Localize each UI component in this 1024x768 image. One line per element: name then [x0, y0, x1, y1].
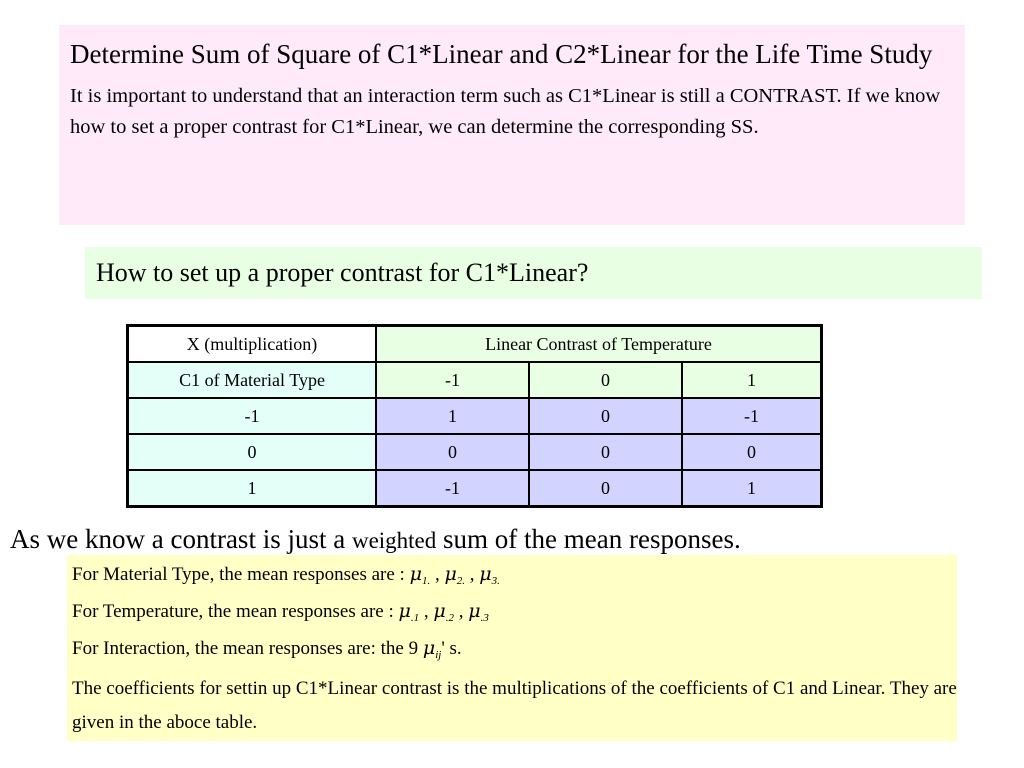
- temperature-coefficient: 1: [682, 362, 822, 398]
- product-cell: 0: [529, 434, 682, 470]
- slide-title: Determine Sum of Square of C1*Linear and C2*Linear for the Life Time Study: [70, 39, 933, 69]
- c1-coefficient: 1: [128, 470, 377, 507]
- contrast-statement: [10, 522, 741, 558]
- table-row: [128, 398, 822, 434]
- mu-symbol: μ: [433, 600, 446, 622]
- interaction-means-line: [72, 633, 957, 670]
- mean-responses-panel: [67, 555, 957, 741]
- coefficients-explanation: The coefficients for settin up C1*Linear contrast is the multiplications of the coefficients of C1 and Linear. They are given in the aboce table.: [72, 678, 957, 733]
- intro-panel: [59, 25, 965, 225]
- column-group-label: Linear Contrast of Temperature: [376, 326, 822, 363]
- mu-symbol: μ: [398, 600, 411, 622]
- product-cell: 0: [376, 434, 529, 470]
- subscript: ij: [435, 649, 442, 661]
- separator: ,: [465, 564, 480, 585]
- statement-start: As we know a contrast is just a: [10, 524, 352, 554]
- product-cell: 1: [682, 470, 822, 507]
- temperature-coefficient: -1: [376, 362, 529, 398]
- intro-paragraph: It is important to understand that an interaction term such as C1*Linear is still a CONTRAST. If we know how to set a proper contrast for C1*Linear, we can determine the corresponding SS.: [70, 85, 941, 138]
- mu-symbol: μ: [422, 637, 436, 659]
- subscript: 1.: [421, 575, 431, 587]
- question-text: How to set up a proper contrast for C1*Linear?: [96, 258, 589, 287]
- question-banner: [85, 247, 982, 299]
- mu-symbol: μ: [479, 563, 492, 585]
- separator: ,: [419, 601, 434, 622]
- interaction-suffix: ' s.: [441, 638, 462, 659]
- temperature-coefficient-row: [128, 362, 822, 398]
- material-means-line: [72, 559, 957, 596]
- mu-symbol: μ: [444, 563, 457, 585]
- subscript: .2: [445, 612, 454, 624]
- separator: ,: [430, 564, 445, 585]
- product-cell: 0: [682, 434, 822, 470]
- table-header-row: [128, 326, 822, 363]
- product-cell: -1: [682, 398, 822, 434]
- subscript: 3.: [491, 575, 500, 587]
- table-row: [128, 470, 822, 507]
- contrast-table: [126, 324, 823, 508]
- row-group-label: C1 of Material Type: [128, 362, 377, 398]
- mu-symbol: μ: [409, 563, 422, 585]
- temperature-means-label: For Temperature, the mean responses are :: [72, 601, 399, 622]
- product-cell: 0: [529, 398, 682, 434]
- statement-emphasis: weighted: [351, 528, 437, 553]
- separator: ,: [453, 601, 469, 622]
- table-corner-label: X (multiplication): [128, 326, 377, 363]
- subscript: 2.: [456, 575, 466, 587]
- table-row: [128, 434, 822, 470]
- product-cell: 1: [376, 398, 529, 434]
- statement-end: sum of the mean responses.: [436, 524, 741, 554]
- c1-coefficient: 0: [128, 434, 377, 470]
- material-means-label: For Material Type, the mean responses are :: [72, 564, 410, 585]
- mu-symbol: μ: [468, 600, 481, 622]
- subscript: .3: [480, 612, 489, 624]
- temperature-coefficient: 0: [529, 362, 682, 398]
- c1-coefficient: -1: [128, 398, 377, 434]
- product-cell: 0: [529, 470, 682, 507]
- interaction-means-label: For Interaction, the mean responses are: the 9: [72, 638, 423, 659]
- subscript: .1: [410, 612, 420, 624]
- temperature-means-line: [72, 596, 957, 633]
- product-cell: -1: [376, 470, 529, 507]
